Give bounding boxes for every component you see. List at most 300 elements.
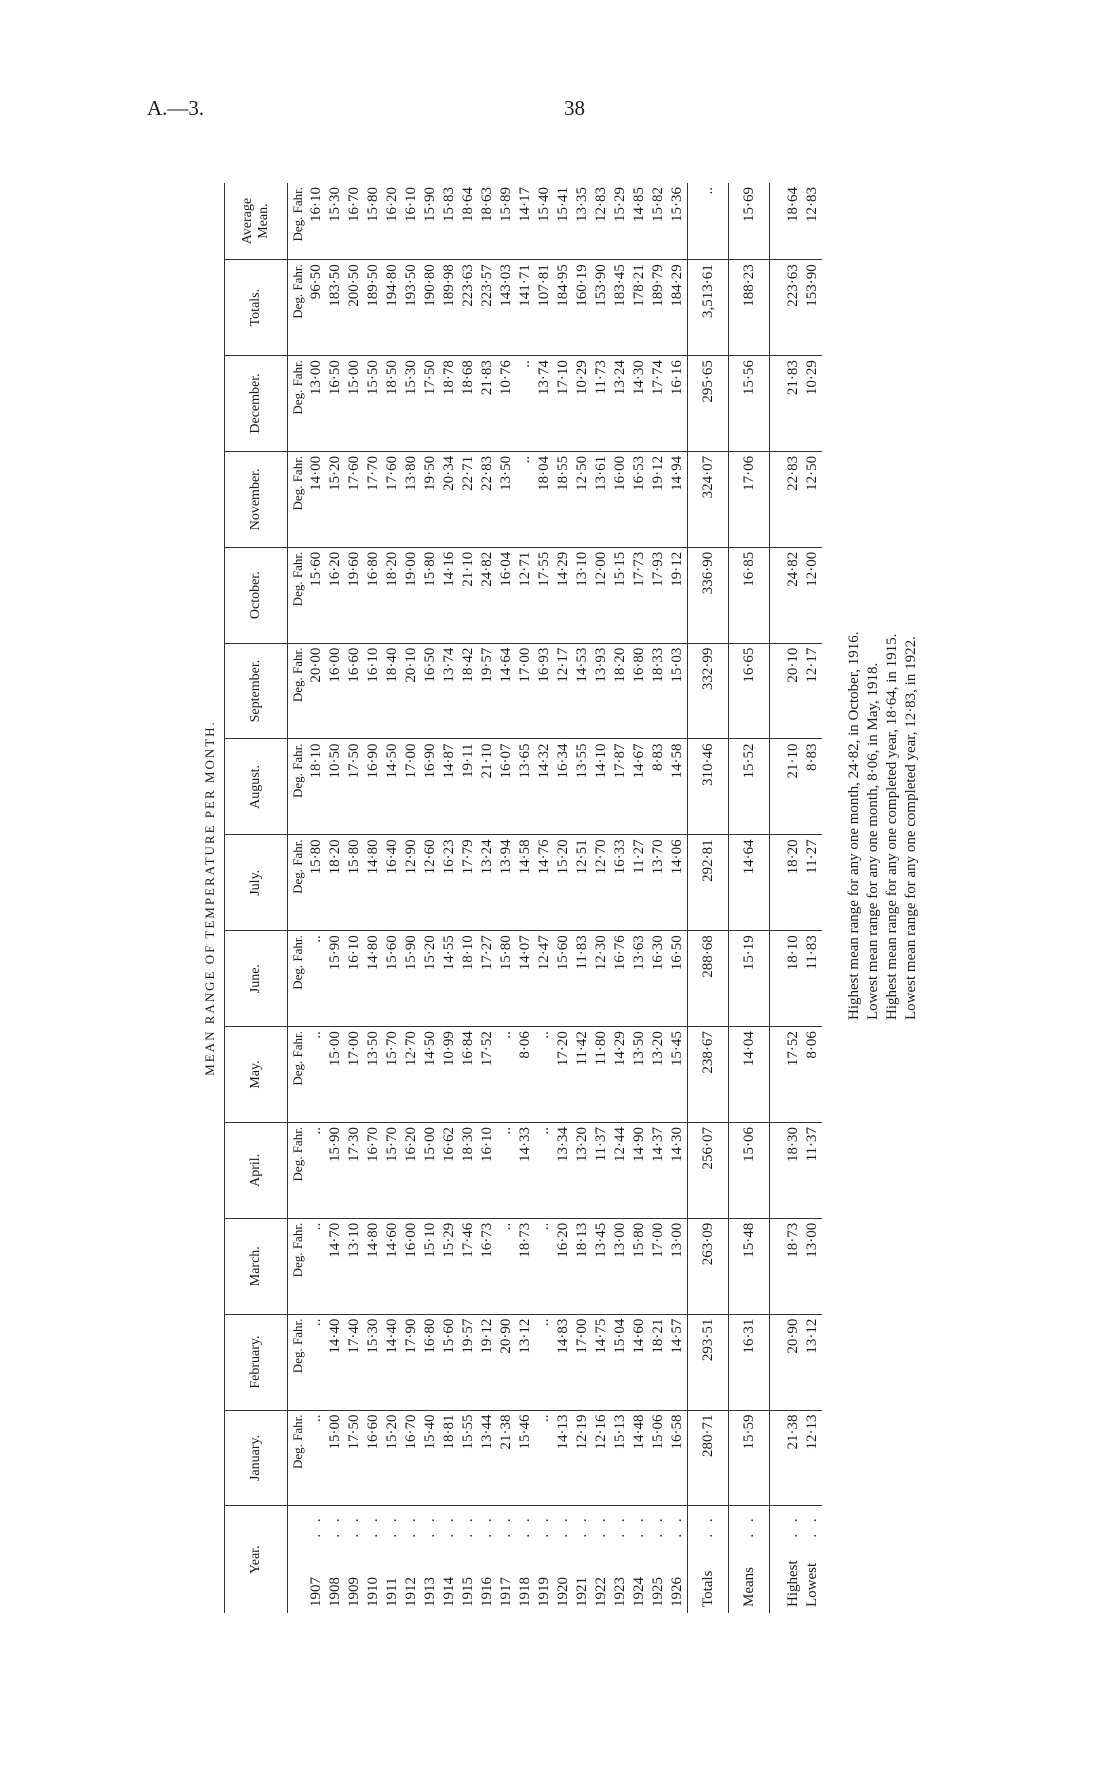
table-cell: 15·40 [535, 183, 554, 260]
unit-cell: Deg. Fahr. [288, 739, 308, 835]
table-cell: 15·41 [554, 183, 573, 260]
table-cell: 15·15 [611, 547, 630, 643]
table-cell: 13·61 [592, 451, 611, 547]
table-cell: .. [307, 1122, 326, 1218]
table-cell: 15·80 [345, 835, 364, 931]
table-cell: 18·20 [611, 643, 630, 739]
table-cell: 19·50 [421, 451, 440, 547]
table-cell: 15·20 [421, 931, 440, 1027]
row-label: 1926 . . [668, 1506, 688, 1613]
unit-cell: Deg. Fahr. [288, 183, 308, 260]
table-cell: 14·10 [592, 739, 611, 835]
table-cell: 13·45 [592, 1218, 611, 1314]
table-cell: 14·80 [364, 835, 383, 931]
spacer-cell [770, 1410, 785, 1506]
table-cell: 18·73 [784, 1218, 803, 1314]
table-cell: 13·94 [497, 835, 516, 931]
table-cell: 223·63 [784, 260, 803, 356]
table-cell: 13·00 [803, 1218, 822, 1314]
table-cell: 13·63 [630, 931, 649, 1027]
row-label: 1924 . . [630, 1506, 649, 1613]
unit-cell: Deg. Fahr. [288, 1410, 308, 1506]
table-cell: 189·79 [649, 260, 668, 356]
table-cell: 15·46 [516, 1410, 535, 1506]
spacer-cell [770, 931, 785, 1027]
table-cell: 8·06 [516, 1027, 535, 1123]
table-cell: 16·10 [478, 1122, 497, 1218]
table-cell: 12·17 [554, 643, 573, 739]
table-cell: 13·24 [611, 356, 630, 452]
table-cell: 14·06 [668, 835, 688, 931]
leader-dots: . . [740, 1514, 757, 1538]
unit-cell: Deg. Fahr. [288, 547, 308, 643]
table-cell: 16·23 [440, 835, 459, 931]
table-cell: 238·67 [688, 1027, 729, 1123]
table-cell: 15·70 [383, 1027, 402, 1123]
table-cell: 15·89 [497, 183, 516, 260]
leader-dots: . . [327, 1514, 343, 1538]
table-cell: .. [497, 1027, 516, 1123]
table-cell: 16·00 [402, 1218, 421, 1314]
leader-dots: . . [804, 1514, 820, 1538]
table-cell: 19·12 [478, 1314, 497, 1410]
table-cell: 96·50 [307, 260, 326, 356]
leader-dots: . . [498, 1514, 514, 1538]
table-cell: 17·06 [729, 451, 770, 547]
table-row [402, 183, 421, 1613]
table-cell: 20·90 [784, 1314, 803, 1410]
table-cell: 14·75 [592, 1314, 611, 1410]
table-cell: 14·57 [668, 1314, 688, 1410]
table-cell: 14·33 [516, 1122, 535, 1218]
table-cell: 18·13 [573, 1218, 592, 1314]
table-cell: 15·03 [668, 643, 688, 739]
table-cell: 13·20 [649, 1027, 668, 1123]
table-cell: 20·34 [440, 451, 459, 547]
column-header: May. [225, 1027, 288, 1123]
table-row [611, 183, 630, 1613]
leader-dots: . . [422, 1514, 438, 1538]
leader-dots: . . [612, 1514, 628, 1538]
table-cell: 16·50 [668, 931, 688, 1027]
table-cell: 21·83 [784, 356, 803, 452]
row-label: 1918 . . [516, 1506, 535, 1613]
table-cell: 14·30 [668, 1122, 688, 1218]
table-cell: 17·74 [649, 356, 668, 452]
table-cell: 16·90 [421, 739, 440, 835]
table-cell: 16·30 [649, 931, 668, 1027]
column-header-row [225, 183, 288, 1613]
table-cell: 11·80 [592, 1027, 611, 1123]
table-cell: 16·62 [440, 1122, 459, 1218]
table-cell: 18·04 [535, 451, 554, 547]
table-cell: 16·40 [383, 835, 402, 931]
table-cell: 10·29 [803, 356, 822, 452]
column-header: November. [225, 451, 288, 547]
table-cell: 16·80 [364, 547, 383, 643]
table-cell: .. [497, 1218, 516, 1314]
totals-row [688, 183, 729, 1613]
table-cell: 12·51 [573, 835, 592, 931]
table-cell: 17·00 [345, 1027, 364, 1123]
table-cell: 13·80 [402, 451, 421, 547]
table-cell: 14·40 [326, 1314, 345, 1410]
table-cell: 17·55 [535, 547, 554, 643]
table-cell: 14·94 [668, 451, 688, 547]
table-row [478, 183, 497, 1613]
table-cell: 17·00 [573, 1314, 592, 1410]
table-cell: 17·10 [554, 356, 573, 452]
table-cell: 15·20 [326, 451, 345, 547]
table-cell: 21·83 [478, 356, 497, 452]
table-cell: 14·58 [668, 739, 688, 835]
table-cell: 14·87 [440, 739, 459, 835]
table-cell: 12·90 [402, 835, 421, 931]
table-cell: 8·06 [803, 1027, 822, 1123]
table-cell: 19·11 [459, 739, 478, 835]
spacer-cell [770, 1506, 785, 1613]
spacer-cell [770, 260, 785, 356]
row-label: 1907 . . [307, 1506, 326, 1613]
table-cell: 223·57 [478, 260, 497, 356]
note-line: Highest mean range for any one month, 24·82, in October, 1916. [846, 631, 862, 1020]
row-label: 1921 . . [573, 1506, 592, 1613]
table-cell: 13·50 [364, 1027, 383, 1123]
table-cell: 19·12 [649, 451, 668, 547]
unit-cell: Deg. Fahr. [288, 643, 308, 739]
table-cell: 15·80 [421, 547, 440, 643]
table-cell: 178·21 [630, 260, 649, 356]
table-cell: 15·60 [307, 547, 326, 643]
table-cell: 11·27 [630, 835, 649, 931]
table-cell: 16·53 [630, 451, 649, 547]
row-label: 1923 . . [611, 1506, 630, 1613]
column-header: March. [225, 1218, 288, 1314]
row-label: 1916 . . [478, 1506, 497, 1613]
table-cell: 324·07 [688, 451, 729, 547]
table-cell: 16·00 [611, 451, 630, 547]
table-cell: 13·12 [516, 1314, 535, 1410]
table-cell: 15·00 [421, 1122, 440, 1218]
table-cell: 12·44 [611, 1122, 630, 1218]
table-row [573, 183, 592, 1613]
table-cell: 12·00 [592, 547, 611, 643]
table-cell: 17·40 [345, 1314, 364, 1410]
leader-dots: . . [650, 1514, 666, 1538]
table-cell: 15·90 [326, 931, 345, 1027]
table-cell: 14·32 [535, 739, 554, 835]
table-cell: 16·33 [611, 835, 630, 931]
table-cell: 15·00 [345, 356, 364, 452]
table-cell: 11·37 [803, 1122, 822, 1218]
table-cell: 15·83 [440, 183, 459, 260]
table-cell: 14·07 [516, 931, 535, 1027]
note-line: Lowest mean range for any one completed year, 12·83, in 1922. [903, 636, 919, 1020]
table-cell: 19·60 [345, 547, 364, 643]
row-label: 1922 . . [592, 1506, 611, 1613]
table-cell: 18·40 [383, 643, 402, 739]
table-cell: 332·99 [688, 643, 729, 739]
table-cell: 16·70 [402, 1410, 421, 1506]
table-cell: 188·23 [729, 260, 770, 356]
spacer-cell [770, 356, 785, 452]
table-cell: 22·71 [459, 451, 478, 547]
table-cell: 16·34 [554, 739, 573, 835]
table-title: MEAN RANGE OF TEMPERATURE PER MONTH. [202, 720, 217, 1076]
table-cell: 17·50 [421, 356, 440, 452]
table-cell: 17·93 [649, 547, 668, 643]
table-cell: 15·06 [729, 1122, 770, 1218]
row-label: Highest . . [784, 1506, 803, 1613]
column-header: October. [225, 547, 288, 643]
table-cell: 16·10 [307, 183, 326, 260]
table-cell: 11·83 [803, 931, 822, 1027]
table-cell: 16·80 [630, 643, 649, 739]
table-cell: 13·10 [345, 1218, 364, 1314]
spacer-cell [770, 183, 785, 260]
table-cell: 20·00 [307, 643, 326, 739]
table-cell: 15·80 [497, 931, 516, 1027]
table-cell: 12·16 [592, 1410, 611, 1506]
table-cell: 310·46 [688, 739, 729, 835]
leader-dots: . . [403, 1514, 419, 1538]
unit-cell: Deg. Fahr. [288, 1027, 308, 1123]
table-cell: 15·60 [383, 931, 402, 1027]
table-cell: 14·17 [516, 183, 535, 260]
table-cell: 17·70 [364, 451, 383, 547]
row-label: 1908 . . [326, 1506, 345, 1613]
table-cell: 193·50 [402, 260, 421, 356]
table-cell: 15·30 [326, 183, 345, 260]
spacer-cell [770, 1122, 785, 1218]
column-header: Totals. [225, 260, 288, 356]
table-cell: 14·50 [383, 739, 402, 835]
table-cell: .. [535, 1314, 554, 1410]
table-cell: 15·70 [383, 1122, 402, 1218]
table-cell: 16·10 [345, 931, 364, 1027]
table-row [326, 183, 345, 1613]
table-cell: 292·81 [688, 835, 729, 931]
row-label: 1910 . . [364, 1506, 383, 1613]
table-cell: 288·68 [688, 931, 729, 1027]
table-cell: 15·60 [554, 931, 573, 1027]
table-cell: 183·50 [326, 260, 345, 356]
leader-dots: . . [555, 1514, 571, 1538]
table-cell: 18·10 [307, 739, 326, 835]
unit-cell: Deg. Fahr. [288, 835, 308, 931]
table-cell: 16·50 [326, 356, 345, 452]
table-cell: 15·82 [649, 183, 668, 260]
table-cell: 19·00 [402, 547, 421, 643]
spacer-cell [770, 835, 785, 931]
table-cell: 200·50 [345, 260, 364, 356]
table-cell: 12·71 [516, 547, 535, 643]
leader-dots: . . [785, 1514, 801, 1538]
table-cell: 17·20 [554, 1027, 573, 1123]
table-cell: 15·29 [440, 1218, 459, 1314]
table-cell: 15·04 [611, 1314, 630, 1410]
table-cell: 15·52 [729, 739, 770, 835]
table-cell: .. [516, 451, 535, 547]
table-cell: 11·27 [803, 835, 822, 931]
table-cell: 15·56 [729, 356, 770, 452]
table-cell: 10·50 [326, 739, 345, 835]
unit-cell: Deg. Fahr. [288, 931, 308, 1027]
table-cell: 14·16 [440, 547, 459, 643]
table-cell: 15·80 [364, 183, 383, 260]
table-cell: 17·52 [784, 1027, 803, 1123]
table-cell: 18·64 [784, 183, 803, 260]
table-cell: 194·80 [383, 260, 402, 356]
table-cell: 14·48 [630, 1410, 649, 1506]
table-cell: 18·30 [459, 1122, 478, 1218]
table-cell: 107·81 [535, 260, 554, 356]
table-cell: .. [307, 1314, 326, 1410]
table-cell: 16·58 [668, 1410, 688, 1506]
table-cell: 10·76 [497, 356, 516, 452]
table-cell: 18·33 [649, 643, 668, 739]
table-cell: 141·71 [516, 260, 535, 356]
table-cell: 16·70 [345, 183, 364, 260]
table-cell: 12·13 [803, 1410, 822, 1506]
leader-dots: . . [517, 1514, 533, 1538]
unit-cell [288, 1506, 308, 1613]
table-cell: 15·60 [440, 1314, 459, 1410]
table-cell: 17·60 [345, 451, 364, 547]
table-cell: 17·73 [630, 547, 649, 643]
table-cell: 13·74 [440, 643, 459, 739]
spacer-cell [770, 1027, 785, 1123]
table-cell: 13·10 [573, 547, 592, 643]
table-cell: 15·90 [402, 931, 421, 1027]
table-cell: 15·59 [729, 1410, 770, 1506]
table-cell: 11·37 [592, 1122, 611, 1218]
table-cell: 20·90 [497, 1314, 516, 1410]
table-cell: 14·83 [554, 1314, 573, 1410]
table-cell: 189·50 [364, 260, 383, 356]
table-cell: 184·95 [554, 260, 573, 356]
table-cell: 17·52 [478, 1027, 497, 1123]
table-cell: 11·83 [573, 931, 592, 1027]
row-label: 1911 . . [383, 1506, 402, 1613]
table-cell: 19·57 [459, 1314, 478, 1410]
table-cell: 14·80 [364, 931, 383, 1027]
table-cell: 15·06 [649, 1410, 668, 1506]
table-cell: 183·45 [611, 260, 630, 356]
table-cell: 12·30 [592, 931, 611, 1027]
spacer-cell [770, 451, 785, 547]
table-cell: 280·71 [688, 1410, 729, 1506]
unit-cell: Deg. Fahr. [288, 356, 308, 452]
table-cell: 13·20 [573, 1122, 592, 1218]
table-cell: 17·90 [402, 1314, 421, 1410]
unit-cell: Deg. Fahr. [288, 1314, 308, 1410]
leader-dots: . . [346, 1514, 362, 1538]
table-cell: 13·93 [592, 643, 611, 739]
table-cell: 160·19 [573, 260, 592, 356]
table-cell: 15·10 [421, 1218, 440, 1314]
leader-dots: . . [631, 1514, 647, 1538]
table-cell: 15·20 [554, 835, 573, 931]
table-cell: 16·93 [535, 643, 554, 739]
table-cell: 16·20 [402, 1122, 421, 1218]
table-cell: 22·83 [784, 451, 803, 547]
leader-dots: . . [536, 1514, 552, 1538]
table-cell: 14·64 [497, 643, 516, 739]
table-cell: 15·00 [326, 1410, 345, 1506]
table-cell: .. [535, 1410, 554, 1506]
table-cell: 8·83 [649, 739, 668, 835]
table-cell: 12·50 [803, 451, 822, 547]
table-cell: 10·29 [573, 356, 592, 452]
table-cell: 18·10 [784, 931, 803, 1027]
row-label: 1914 . . [440, 1506, 459, 1613]
table-row [383, 183, 402, 1613]
table-cell: 14·00 [307, 451, 326, 547]
table-cell: 17·60 [383, 451, 402, 547]
table-cell: 13·00 [611, 1218, 630, 1314]
table-cell: 15·40 [421, 1410, 440, 1506]
table-row [554, 183, 573, 1613]
table-cell: 16·90 [364, 739, 383, 835]
table-row [668, 183, 688, 1613]
table-cell: 21·10 [459, 547, 478, 643]
unit-cell: Deg. Fahr. [288, 1122, 308, 1218]
table-cell: 295·65 [688, 356, 729, 452]
unit-cell: Deg. Fahr. [288, 260, 308, 356]
table-cell: 16·84 [459, 1027, 478, 1123]
row-label: Means . . [729, 1506, 770, 1613]
leader-dots: . . [699, 1514, 716, 1538]
page-header-left: A.—3. [147, 96, 205, 120]
table-cell: 16·76 [611, 931, 630, 1027]
leader-dots: . . [593, 1514, 609, 1538]
table-cell: 13·34 [554, 1122, 573, 1218]
table-cell: 14·40 [383, 1314, 402, 1410]
unit-cell: Deg. Fahr. [288, 1218, 308, 1314]
table-row [307, 183, 326, 1613]
table-cell: 15·13 [611, 1410, 630, 1506]
spacer-cell [770, 1314, 785, 1410]
table-row [421, 183, 440, 1613]
table-cell: 15·19 [729, 931, 770, 1027]
table-cell: 16·65 [729, 643, 770, 739]
table-cell: 16·10 [402, 183, 421, 260]
table-cell: 15·36 [668, 183, 688, 260]
table-cell: 190·80 [421, 260, 440, 356]
table-cell: 13·55 [573, 739, 592, 835]
table-cell: 13·00 [307, 356, 326, 452]
table-cell: 18·50 [383, 356, 402, 452]
table-cell: 15·80 [307, 835, 326, 931]
table-cell: 17·50 [345, 739, 364, 835]
row-label: 1925 . . [649, 1506, 668, 1613]
unit-cell: Deg. Fahr. [288, 451, 308, 547]
leader-dots: . . [441, 1514, 457, 1538]
table-cell: 16·00 [326, 643, 345, 739]
table-cell: 18·30 [784, 1122, 803, 1218]
row-label: 1909 . . [345, 1506, 364, 1613]
table-cell: 18·10 [459, 931, 478, 1027]
row-label: 1912 . . [402, 1506, 421, 1613]
note-line: Lowest mean range for any one month, 8·06, in May, 1918. [865, 662, 881, 1020]
column-header: Average Mean. [225, 183, 288, 260]
table-cell: 16·73 [478, 1218, 497, 1314]
table-cell: 20·10 [784, 643, 803, 739]
temperature-range-table [224, 183, 822, 1613]
row-label: 1917 . . [497, 1506, 516, 1613]
table-cell: 18·73 [516, 1218, 535, 1314]
